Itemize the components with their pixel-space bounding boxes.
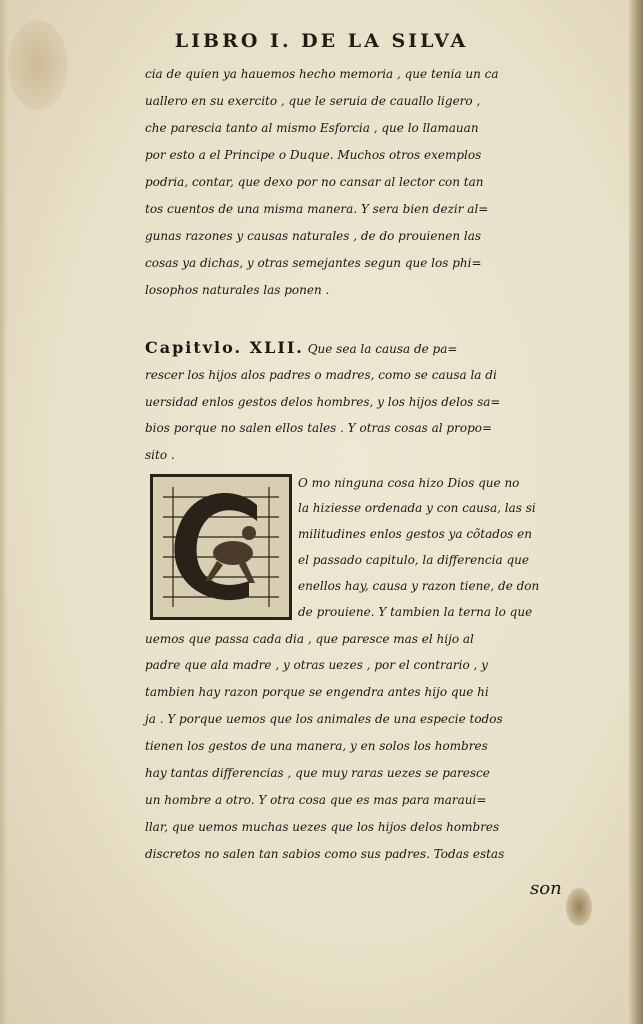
running-title: LIBRO I. DE LA SILVA <box>174 30 469 52</box>
chapter-heading-line: rescer los hijos alos padres o madres, como se causa la di <box>145 368 497 382</box>
chapter-heading-text: Que sea la causa de pa= <box>307 342 458 356</box>
text-line: uemos que passa cada dia , que paresce mas el hijo al <box>145 632 474 646</box>
text-line: losophos naturales las ponen . <box>145 283 330 297</box>
text-line: che parescia tanto al mismo Esforcia , que lo llamauan <box>145 121 479 135</box>
chapter-heading-line: uersidad enlos gestos delos hombres, y los hijos delos sa= <box>145 395 501 409</box>
text-line: gunas razones y causas naturales , de do prouienen las <box>145 229 482 243</box>
chapter-heading-line: bios porque no salen ellos tales . Y otras cosas al propo= <box>145 421 493 435</box>
chapter-label: Capitvlo. XLII. <box>145 338 304 357</box>
text-line: la hiziesse ordenada y con causa, las si <box>298 501 536 515</box>
text-line: militudines enlos gestos ya cõtados en <box>298 527 532 541</box>
text-line: uallero en su exercito , que le seruia de cauallo ligero , <box>145 94 481 108</box>
text-line: de prouiene. Y tambien la terna lo que <box>298 605 533 619</box>
text-line: el passado capitulo, la differencia que <box>298 553 529 567</box>
text-line: O mo ninguna cosa hizo Dios que no <box>298 476 520 490</box>
text-line: un hombre a otro. Y otra cosa que es mas para maraui= <box>145 793 487 807</box>
chapter-heading-line: sito . <box>145 448 175 462</box>
catchword: son <box>530 878 562 899</box>
text-line: cia de quien ya hauemos hecho memoria , que tenia un ca <box>145 67 499 81</box>
text-line: ja . Y porque uemos que los animales de una especie todos <box>145 712 503 726</box>
text-line: llar, que uemos muchas uezes que los hijos delos hombres <box>145 820 500 834</box>
text-line: tambien hay razon porque se engendra antes hijo que hi <box>145 685 489 699</box>
text-line: tos cuentos de una misma manera. Y sera bien dezir al= <box>145 202 489 216</box>
book-spine <box>629 0 643 1024</box>
text-line: por esto a el Principe o Duque. Muchos otros exemplos <box>145 148 482 162</box>
text-line: podria, contar, que dexo por no cansar al lector con tan <box>145 175 484 189</box>
ink-blot <box>566 888 592 926</box>
text-line: discretos no salen tan sabios como sus padres. Todas estas <box>145 847 505 861</box>
text-line: enellos hay, causa y razon tiene, de don <box>298 579 540 593</box>
text-line: padre que ala madre , y otras uezes , por el contrario , y <box>145 658 488 672</box>
page-left-edge <box>0 0 8 1024</box>
text-line: cosas ya dichas, y otras semejantes segun que los phi= <box>145 256 482 270</box>
woodcut-illustration <box>153 477 289 617</box>
woodcut-initial-c <box>150 474 292 620</box>
chapter-heading-line <box>145 336 615 361</box>
text-line: hay tantas differencias , que muy raras uezes se paresce <box>145 766 490 780</box>
text-line: tienen los gestos de una manera, y en solos los hombres <box>145 739 488 753</box>
